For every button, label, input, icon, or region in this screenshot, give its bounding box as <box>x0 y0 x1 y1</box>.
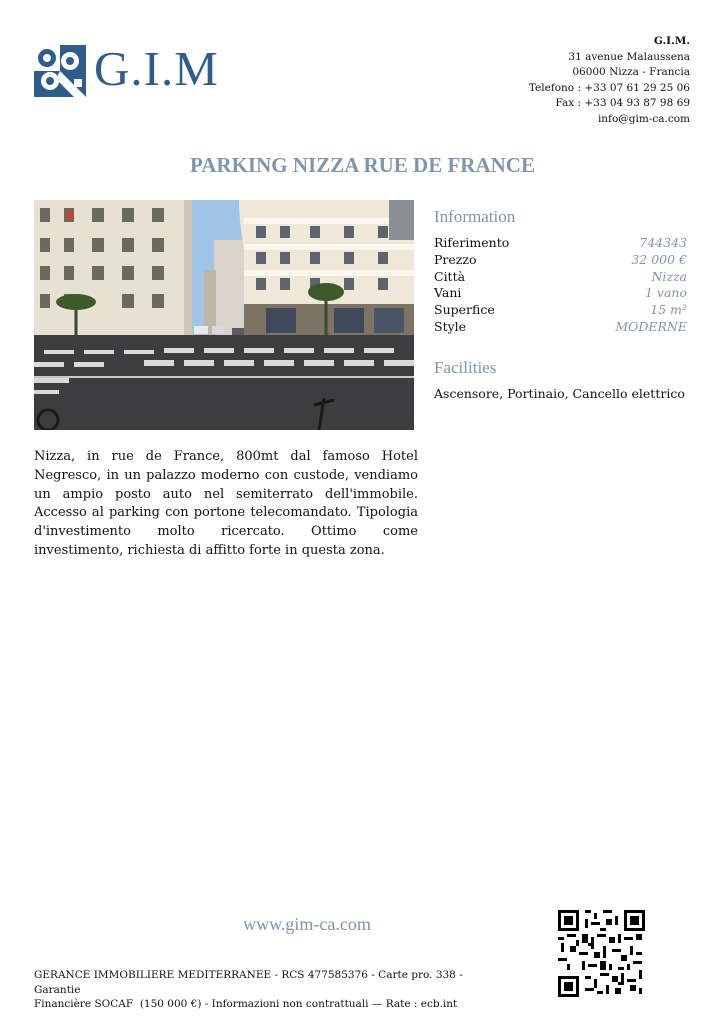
info-label: Riferimento <box>434 235 510 250</box>
agency-contact-block <box>529 34 690 127</box>
company-logo <box>34 40 254 100</box>
information-heading: Information <box>434 207 516 226</box>
info-label: Prezzo <box>434 251 477 267</box>
info-row-reference <box>434 235 687 252</box>
listing-description: Nizza, in rue de France, 800mt dal famoso Hotel Negresco, in un palazzo moderno con custode, vendiamo un ampio posto auto nel semiterrato dell'immobile. Accesso al parking con portone telecomandato. Tipologia d'investimento molto ricercato. Ottimo come investimento, richiesta di affitto forte in questa zona. <box>34 449 418 558</box>
agency-address-line1: 31 avenue Malaussena <box>568 50 690 63</box>
facilities-heading: Facilities <box>434 358 497 377</box>
agency-fax: Fax : +33 04 93 87 98 69 <box>555 97 690 109</box>
info-value: Nizza <box>651 268 687 284</box>
info-row-price <box>434 252 687 269</box>
property-photo <box>34 200 414 430</box>
info-value: 15 m² <box>650 302 687 318</box>
agency-address-line2: 06000 Nizza - Francia <box>572 66 690 78</box>
facilities-list: Ascensore, Portinaio, Cancello elettrico <box>434 386 685 401</box>
info-row-city <box>434 269 687 286</box>
legal-line-2: Financière SOCAF (150 000 €) - Informazioni non contrattuali — Rate : ecb.int <box>34 998 458 1010</box>
info-value: 744343 <box>639 235 687 250</box>
info-row-style <box>434 319 687 336</box>
info-value: 32 000 € <box>631 251 687 267</box>
agency-email: info@gim-ca.com <box>597 112 690 125</box>
info-label: Style <box>434 318 467 334</box>
website-link[interactable]: www.gim-ca.com <box>243 914 371 934</box>
info-value: 1 vano <box>644 285 687 301</box>
agency-phone: Telefono : +33 07 61 29 25 06 <box>528 81 690 94</box>
listing-title: PARKING NIZZA RUE DE FRANCE <box>190 153 535 177</box>
logo-mark-icon <box>34 45 86 97</box>
legal-notice <box>34 968 504 1012</box>
qr-code-icon <box>558 910 645 997</box>
information-table <box>434 235 687 336</box>
info-row-surface <box>434 302 687 319</box>
logo-text: G.I.M <box>94 41 219 96</box>
info-label: Vani <box>434 285 462 301</box>
info-label: Città <box>434 268 466 284</box>
info-row-rooms <box>434 285 687 302</box>
legal-line-1: GERANCE IMMOBILIERE MEDITERRANEE - RCS 477585376 - Carte pro. 338 - Garantie <box>34 969 463 996</box>
info-label: Superfice <box>434 302 495 318</box>
agency-name: G.I.M. <box>653 35 690 47</box>
info-value: MODERNE <box>615 318 687 334</box>
